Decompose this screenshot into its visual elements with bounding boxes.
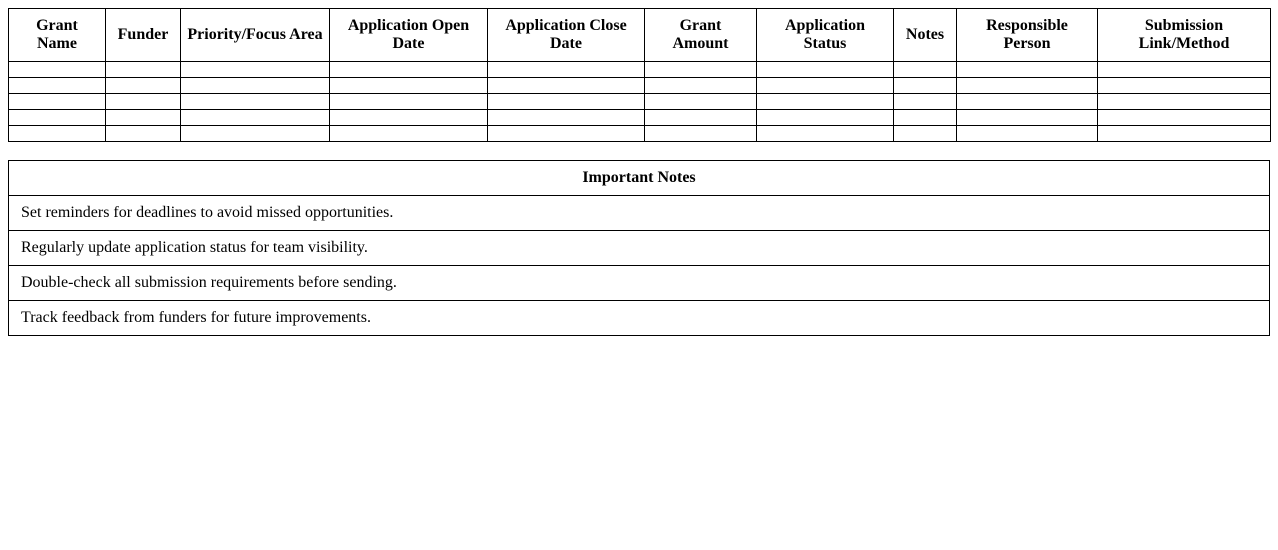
- note-row: [9, 231, 1270, 266]
- cell-grant-name[interactable]: [9, 126, 106, 142]
- column-header-grant-name: Grant Name: [9, 9, 106, 62]
- note-item: Regularly update application status for team visibility.: [9, 231, 1270, 266]
- cell-application-open-date[interactable]: [330, 62, 488, 78]
- cell-grant-amount[interactable]: [645, 78, 757, 94]
- cell-application-status[interactable]: [757, 62, 894, 78]
- important-notes-table: [8, 160, 1270, 336]
- cell-application-status[interactable]: [757, 126, 894, 142]
- cell-grant-amount[interactable]: [645, 110, 757, 126]
- cell-application-close-date[interactable]: [488, 94, 645, 110]
- cell-priority-focus-area[interactable]: [181, 126, 330, 142]
- cell-application-status[interactable]: [757, 94, 894, 110]
- cell-grant-name[interactable]: [9, 78, 106, 94]
- grant-tracker-table: [8, 8, 1271, 142]
- table-row: [9, 94, 1271, 110]
- cell-application-close-date[interactable]: [488, 62, 645, 78]
- cell-grant-name[interactable]: [9, 94, 106, 110]
- cell-submission-link-method[interactable]: [1098, 110, 1271, 126]
- cell-grant-name[interactable]: [9, 62, 106, 78]
- note-row: [9, 196, 1270, 231]
- cell-notes[interactable]: [894, 94, 957, 110]
- grant-tracker-body: [9, 62, 1271, 142]
- note-row: [9, 266, 1270, 301]
- column-header-priority-focus-area: Priority/Focus Area: [181, 9, 330, 62]
- notes-header-row: [9, 161, 1270, 196]
- cell-application-close-date[interactable]: [488, 110, 645, 126]
- column-header-responsible-person: Responsible Person: [957, 9, 1098, 62]
- cell-submission-link-method[interactable]: [1098, 78, 1271, 94]
- cell-priority-focus-area[interactable]: [181, 78, 330, 94]
- cell-application-status[interactable]: [757, 78, 894, 94]
- table-row: [9, 110, 1271, 126]
- cell-funder[interactable]: [106, 94, 181, 110]
- cell-application-close-date[interactable]: [488, 78, 645, 94]
- cell-funder[interactable]: [106, 110, 181, 126]
- note-item: Track feedback from funders for future improvements.: [9, 301, 1270, 336]
- note-item: Set reminders for deadlines to avoid missed opportunities.: [9, 196, 1270, 231]
- cell-grant-amount[interactable]: [645, 62, 757, 78]
- cell-notes[interactable]: [894, 110, 957, 126]
- cell-responsible-person[interactable]: [957, 126, 1098, 142]
- column-header-grant-amount: Grant Amount: [645, 9, 757, 62]
- column-header-application-close-date: Application Close Date: [488, 9, 645, 62]
- cell-notes[interactable]: [894, 62, 957, 78]
- cell-grant-amount[interactable]: [645, 94, 757, 110]
- cell-responsible-person[interactable]: [957, 110, 1098, 126]
- column-header-submission-link-method: Submission Link/Method: [1098, 9, 1271, 62]
- column-header-notes: Notes: [894, 9, 957, 62]
- cell-funder[interactable]: [106, 62, 181, 78]
- cell-notes[interactable]: [894, 126, 957, 142]
- cell-grant-name[interactable]: [9, 110, 106, 126]
- column-header-application-open-date: Application Open Date: [330, 9, 488, 62]
- cell-priority-focus-area[interactable]: [181, 110, 330, 126]
- table-row: [9, 78, 1271, 94]
- table-row: [9, 62, 1271, 78]
- cell-responsible-person[interactable]: [957, 62, 1098, 78]
- important-notes-title: Important Notes: [9, 161, 1270, 196]
- cell-application-open-date[interactable]: [330, 126, 488, 142]
- cell-application-open-date[interactable]: [330, 94, 488, 110]
- cell-application-status[interactable]: [757, 110, 894, 126]
- cell-submission-link-method[interactable]: [1098, 94, 1271, 110]
- header-row: [9, 9, 1271, 62]
- cell-submission-link-method[interactable]: [1098, 126, 1271, 142]
- cell-submission-link-method[interactable]: [1098, 62, 1271, 78]
- cell-responsible-person[interactable]: [957, 94, 1098, 110]
- cell-notes[interactable]: [894, 78, 957, 94]
- column-header-funder: Funder: [106, 9, 181, 62]
- cell-application-close-date[interactable]: [488, 126, 645, 142]
- cell-application-open-date[interactable]: [330, 78, 488, 94]
- cell-funder[interactable]: [106, 126, 181, 142]
- cell-responsible-person[interactable]: [957, 78, 1098, 94]
- column-header-application-status: Application Status: [757, 9, 894, 62]
- note-row: [9, 301, 1270, 336]
- note-item: Double-check all submission requirements before sending.: [9, 266, 1270, 301]
- cell-priority-focus-area[interactable]: [181, 62, 330, 78]
- cell-funder[interactable]: [106, 78, 181, 94]
- cell-application-open-date[interactable]: [330, 110, 488, 126]
- cell-grant-amount[interactable]: [645, 126, 757, 142]
- table-row: [9, 126, 1271, 142]
- cell-priority-focus-area[interactable]: [181, 94, 330, 110]
